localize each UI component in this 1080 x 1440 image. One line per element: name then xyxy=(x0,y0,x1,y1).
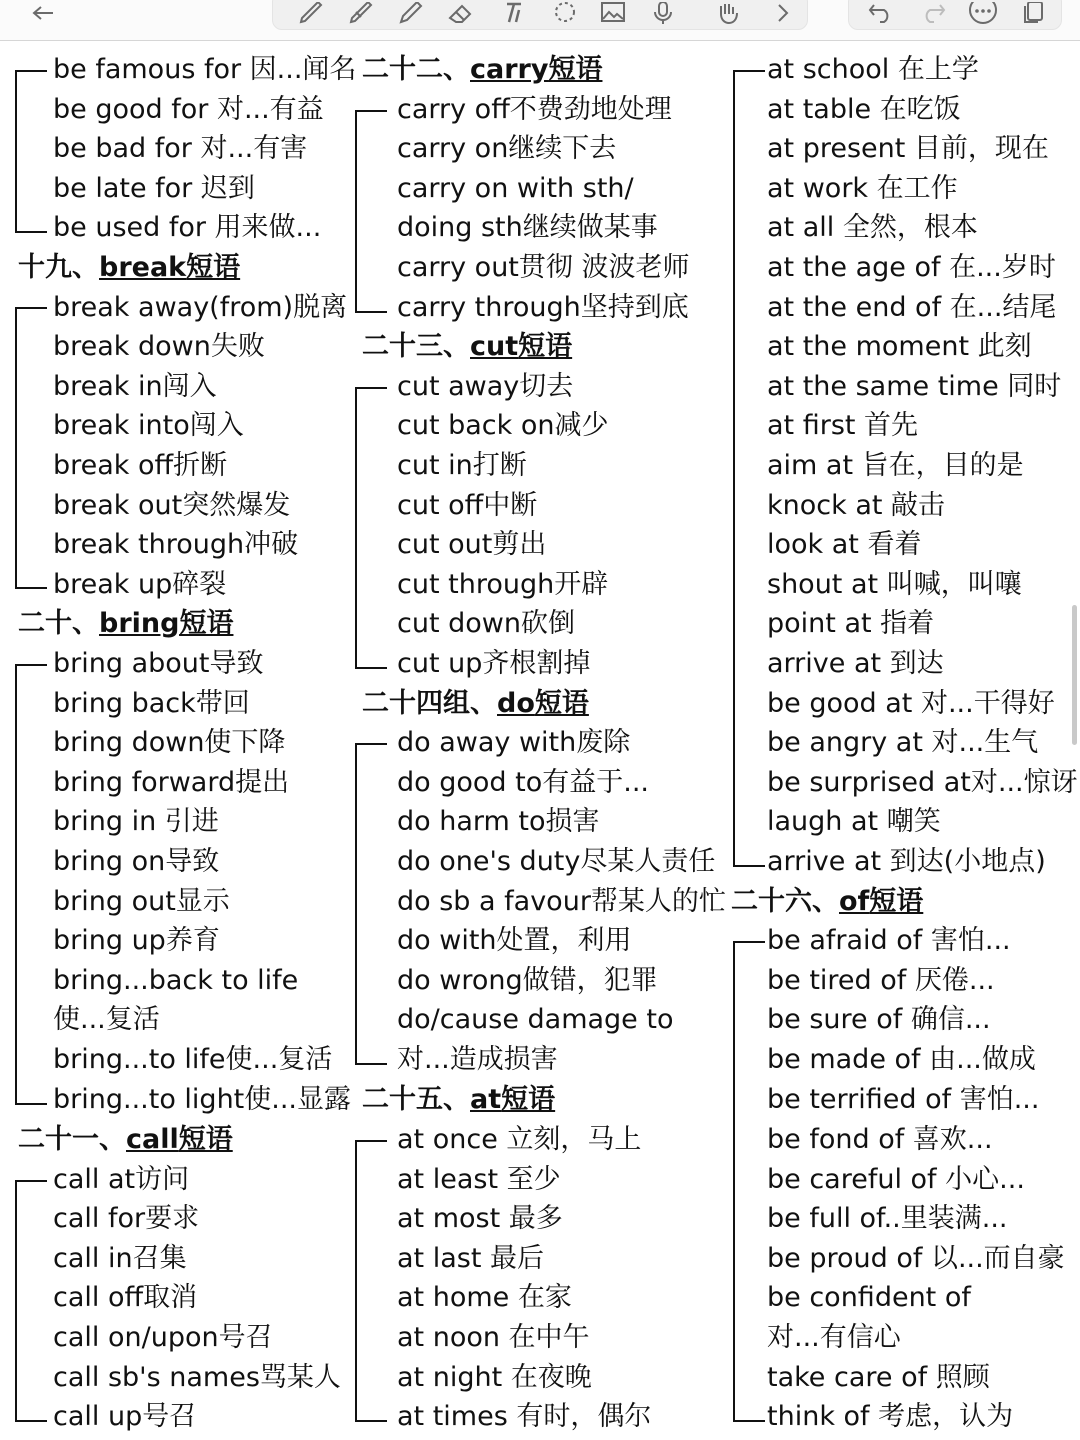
phrase: break out突然爆发 xyxy=(53,490,291,521)
phrase: cut away切去 xyxy=(397,371,574,402)
phrase: call sb's names骂某人 xyxy=(53,1362,341,1393)
phrase: break into闯入 xyxy=(53,410,244,441)
heading-number: 二十一、 xyxy=(18,1124,126,1155)
phrase: bring on导致 xyxy=(53,846,220,877)
phrase: call off取消 xyxy=(53,1282,198,1313)
phrase: 使...复活 xyxy=(53,1004,160,1035)
phrase: bring in 引进 xyxy=(53,806,219,837)
phrase: at the end of 在...结尾 xyxy=(767,292,1057,323)
phrase: break up碎裂 xyxy=(53,569,227,600)
phrase: aim at 旨在，目的是 xyxy=(767,450,1024,481)
phrase: carry on with sth/ xyxy=(397,173,634,204)
section-heading xyxy=(362,327,742,367)
phrase: break off折断 xyxy=(53,450,228,481)
phrase: bring...to light使...显露 xyxy=(53,1084,352,1115)
phrase: be angry at 对...生气 xyxy=(767,727,1039,758)
heading-keyword: bring xyxy=(99,608,180,639)
phrase: be good for 对...有益 xyxy=(53,94,324,125)
bracket xyxy=(15,1180,47,1422)
phrase: knock at 敲击 xyxy=(767,490,946,521)
phrase: at times 有时，偶尔 xyxy=(397,1401,652,1432)
phrase: at school 在上学 xyxy=(767,54,979,85)
phrase: be tired of 厌倦... xyxy=(767,965,995,996)
phrase: 对...造成损害 xyxy=(397,1044,558,1075)
phrase: at the age of 在...岁时 xyxy=(767,252,1056,283)
phrase: at the moment 此刻 xyxy=(767,331,1032,362)
phrase: at home 在家 xyxy=(397,1282,572,1313)
bracket xyxy=(355,743,387,1065)
phrase: do wrong做错，犯罪 xyxy=(397,965,658,996)
phrase: bring back带回 xyxy=(53,688,250,719)
phrase: call on/upon号召 xyxy=(53,1322,273,1353)
heading-keyword: call xyxy=(126,1124,179,1155)
section-heading xyxy=(18,604,398,644)
heading-suffix: 短语 xyxy=(178,1124,233,1155)
phrase: at the same time 同时 xyxy=(767,371,1062,402)
bracket xyxy=(733,70,765,867)
phrase: carry out贯彻 波波老师 xyxy=(397,252,690,283)
phrase: be proud of 以...而自豪 xyxy=(767,1243,1065,1274)
column-2 xyxy=(350,0,740,1440)
phrase: be late for 迟到 xyxy=(53,173,255,204)
phrase: shout at 叫喊，叫嚷 xyxy=(767,569,1022,600)
phrase: be surprised at对...惊讶 xyxy=(767,767,1078,798)
phrase: carry off不费劲地处理 xyxy=(397,94,672,125)
phrase: call up号召 xyxy=(53,1401,197,1432)
phrase: break away(from)脱离 xyxy=(53,292,348,323)
column-3 xyxy=(728,0,1080,1440)
phrase: bring up养育 xyxy=(53,925,220,956)
phrase: break through冲破 xyxy=(53,529,299,560)
phrase: do/cause damage to xyxy=(397,1004,674,1035)
phrase: at all 全然，根本 xyxy=(767,212,978,243)
phrase: be confident of xyxy=(767,1282,971,1313)
phrase: be full of..里装满... xyxy=(767,1203,1008,1234)
heading-keyword: at xyxy=(470,1084,502,1115)
phrase: be terrified of 害怕... xyxy=(767,1084,1040,1115)
phrase: be bad for 对...有害 xyxy=(53,133,308,164)
phrase: at least 至少 xyxy=(397,1164,561,1195)
phrase: break down失败 xyxy=(53,331,265,362)
section-heading xyxy=(362,50,742,90)
phrase: call at访问 xyxy=(53,1164,190,1195)
bracket xyxy=(15,307,47,589)
phrase: carry through坚持到底 xyxy=(397,292,689,323)
section-heading xyxy=(362,684,742,724)
heading-suffix: 短语 xyxy=(179,608,234,639)
phrase: 对...有信心 xyxy=(767,1322,901,1353)
heading-suffix: 短语 xyxy=(548,54,603,85)
heading-suffix: 短语 xyxy=(518,331,573,362)
phrase: be afraid of 害怕... xyxy=(767,925,1011,956)
phrase: arrive at 到达(小地点) xyxy=(767,846,1046,877)
phrase: be sure of 确信... xyxy=(767,1004,991,1035)
phrase: at noon 在中午 xyxy=(397,1322,590,1353)
phrase: be made of 由...做成 xyxy=(767,1044,1036,1075)
phrase: do sb a favour帮某人的忙 xyxy=(397,886,726,917)
phrase: look at 看着 xyxy=(767,529,922,560)
heading-suffix: 短语 xyxy=(501,1084,556,1115)
phrase: cut out剪出 xyxy=(397,529,547,560)
phrase: point at 指着 xyxy=(767,608,935,639)
phrase: call in召集 xyxy=(53,1243,187,1274)
heading-number: 二十六、 xyxy=(731,886,839,917)
heading-keyword: break xyxy=(99,252,187,283)
phrase: be good at 对...干得好 xyxy=(767,688,1055,719)
phrase: be fond of 喜欢... xyxy=(767,1124,993,1155)
phrase: bring forward提出 xyxy=(53,767,290,798)
section-heading xyxy=(731,882,1080,922)
heading-suffix: 短语 xyxy=(534,688,589,719)
phrase: call for要求 xyxy=(53,1203,200,1234)
scrollbar[interactable] xyxy=(1072,605,1077,745)
phrase: cut back on减少 xyxy=(397,410,609,441)
phrase: cut in打断 xyxy=(397,450,527,481)
phrase: at once 立刻，马上 xyxy=(397,1124,642,1155)
phrase: at first 首先 xyxy=(767,410,919,441)
phrase: bring...back to life xyxy=(53,965,299,996)
heading-number: 二十、 xyxy=(18,608,99,639)
phrase: do one's duty尽某人责任 xyxy=(397,846,716,877)
heading-number: 二十五、 xyxy=(362,1084,470,1115)
phrase: at night 在夜晚 xyxy=(397,1362,592,1393)
heading-keyword: cut xyxy=(470,331,519,362)
heading-keyword: do xyxy=(497,688,535,719)
phrase: be careful of 小心... xyxy=(767,1164,1025,1195)
phrase: carry on继续下去 xyxy=(397,133,617,164)
phrase: bring down使下降 xyxy=(53,727,286,758)
heading-keyword: of xyxy=(839,886,870,917)
phrase: cut off中断 xyxy=(397,490,538,521)
phrase: cut down砍倒 xyxy=(397,608,575,639)
phrase: think of 考虑，认为 xyxy=(767,1401,1014,1432)
phrase: do away with废除 xyxy=(397,727,631,758)
phrase: cut through开辟 xyxy=(397,569,609,600)
heading-number: 二十三、 xyxy=(362,331,470,362)
phrase: at table 在吃饭 xyxy=(767,94,961,125)
phrase: do with处置，利用 xyxy=(397,925,632,956)
bracket xyxy=(355,110,387,313)
phrase: at present 目前，现在 xyxy=(767,133,1049,164)
bracket xyxy=(355,387,387,669)
phrase: laugh at 嘲笑 xyxy=(767,806,941,837)
phrase: bring about导致 xyxy=(53,648,264,679)
heading-suffix: 短语 xyxy=(186,252,241,283)
phrase: bring...to life使...复活 xyxy=(53,1044,333,1075)
heading-number: 二十二、 xyxy=(362,54,470,85)
phrase: do harm to损害 xyxy=(397,806,600,837)
phrase: be famous for 因...闻名 xyxy=(53,54,357,85)
phrase: cut up齐根割掉 xyxy=(397,648,591,679)
phrase: break in闯入 xyxy=(53,371,217,402)
section-heading xyxy=(18,248,398,288)
bracket xyxy=(733,941,765,1422)
phrase: take care of 照顾 xyxy=(767,1362,990,1393)
heading-number: 十九、 xyxy=(18,252,99,283)
heading-suffix: 短语 xyxy=(869,886,924,917)
section-heading xyxy=(362,1080,742,1120)
phrase: bring out显示 xyxy=(53,886,230,917)
bracket xyxy=(15,70,47,233)
heading-number: 二十四组、 xyxy=(362,688,497,719)
phrase: be used for 用来做... xyxy=(53,212,322,243)
column-1 xyxy=(0,0,360,1440)
section-heading xyxy=(18,1120,398,1160)
phrase: at most 最多 xyxy=(397,1203,563,1234)
phrase: do good to有益于... xyxy=(397,767,649,798)
bracket xyxy=(355,1140,387,1422)
phrase: arrive at 到达 xyxy=(767,648,944,679)
bracket xyxy=(15,664,47,1105)
phrase: at work 在工作 xyxy=(767,173,958,204)
phrase: at last 最后 xyxy=(397,1243,544,1274)
phrase: doing sth继续做某事 xyxy=(397,212,658,243)
heading-keyword: carry xyxy=(470,54,549,85)
